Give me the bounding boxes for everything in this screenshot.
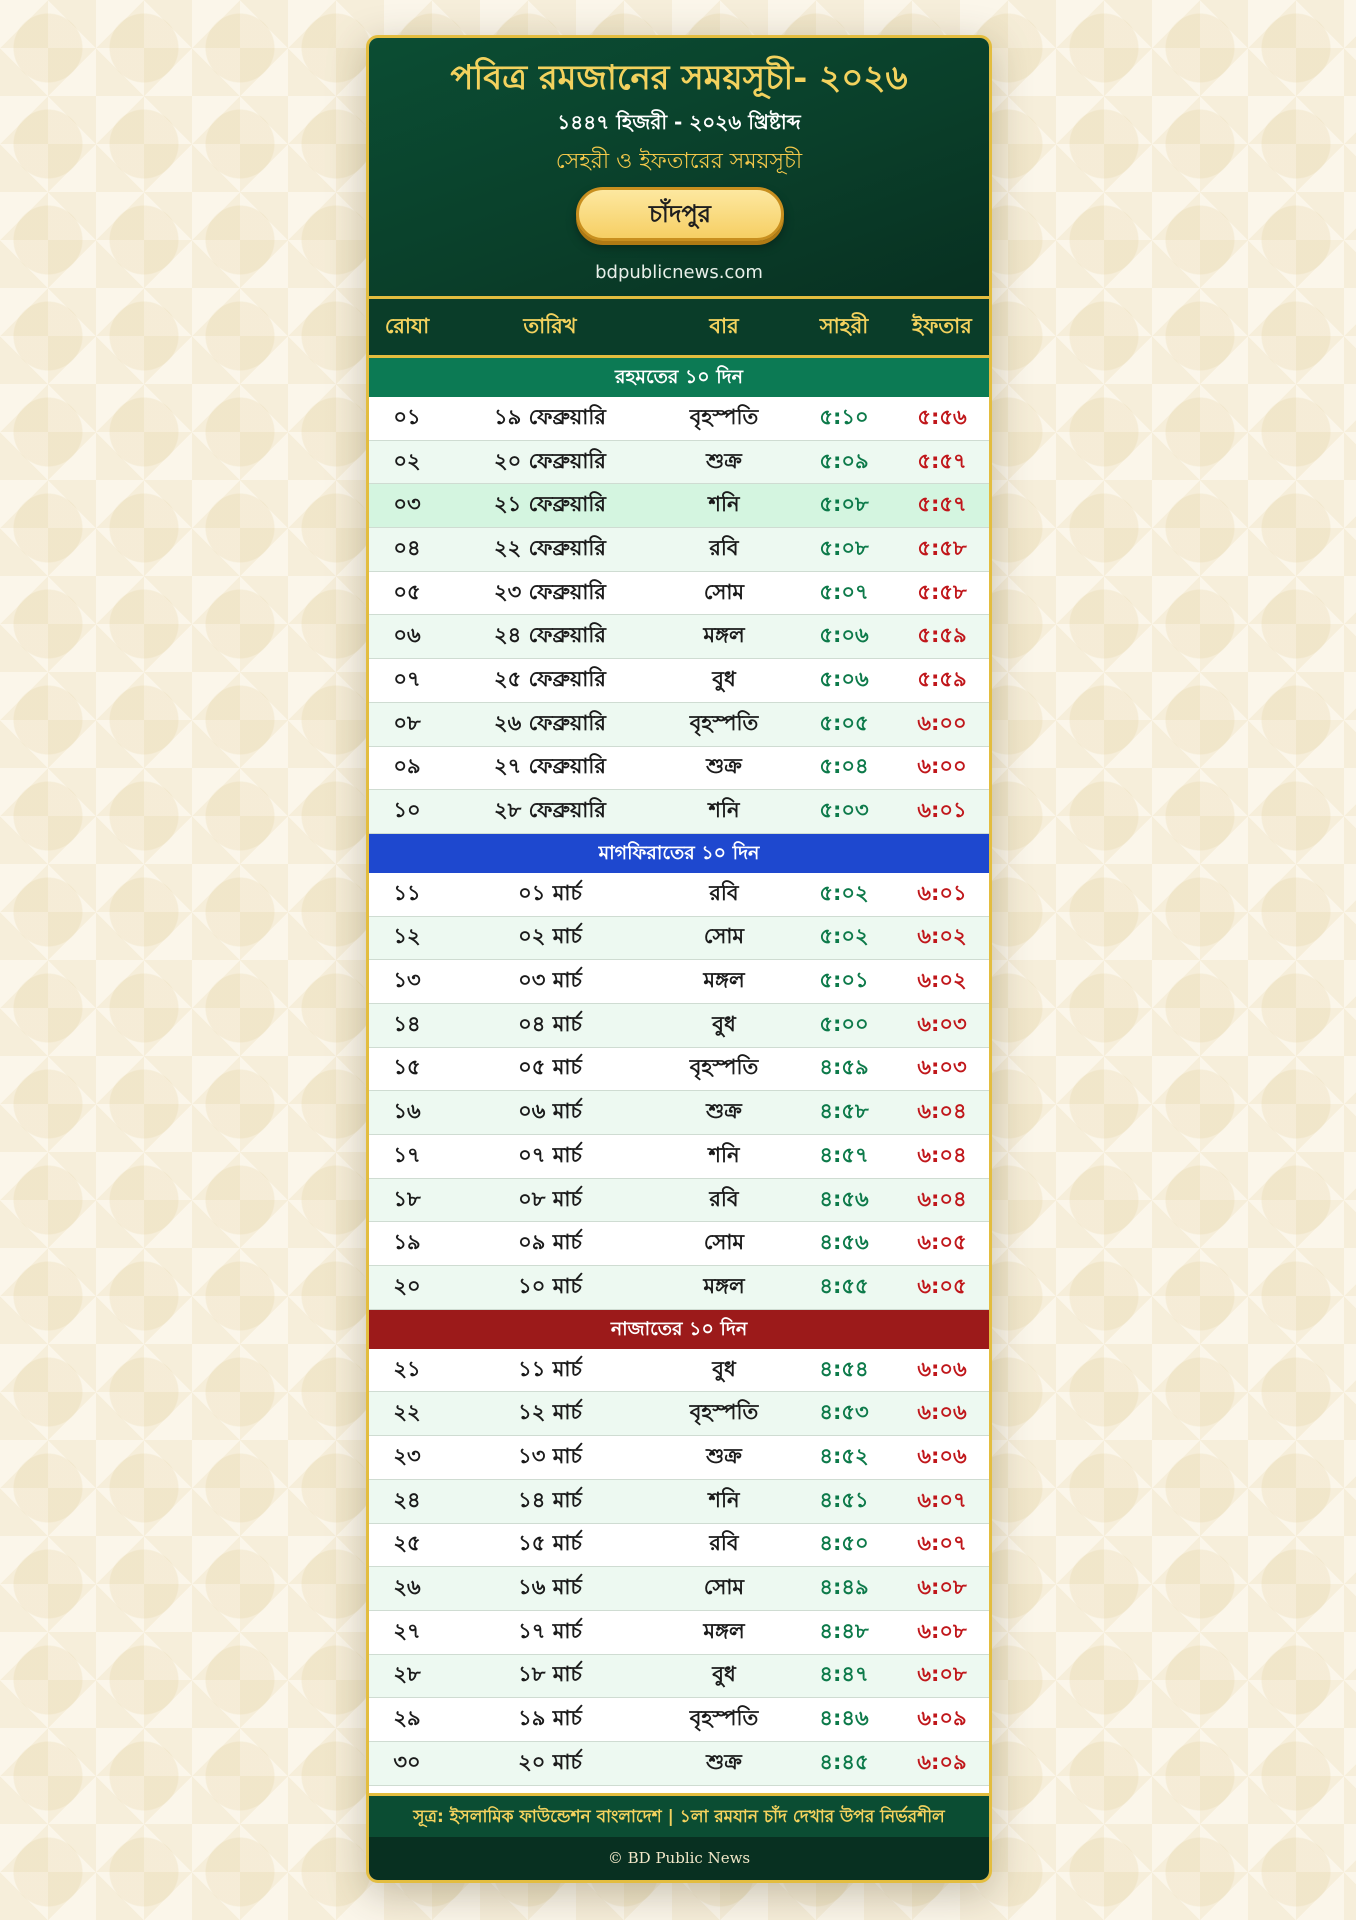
day-cell: সোম xyxy=(703,1575,745,1600)
sehri-time: ৫:০২ xyxy=(819,924,869,949)
sehri-time: ৪:৫৬ xyxy=(819,1230,869,1255)
day-cell: শুক্র xyxy=(706,1099,742,1124)
table-row xyxy=(369,1567,989,1611)
table-row xyxy=(369,1392,989,1436)
sehri-time: ৫:০৩ xyxy=(819,798,869,823)
roza-cell: ২৪ xyxy=(393,1487,421,1512)
table-row xyxy=(369,484,989,528)
table-row xyxy=(369,441,989,485)
sehri-time: ৫:০৮ xyxy=(819,492,869,517)
sehri-time: ৪:৪৫ xyxy=(819,1749,869,1774)
day-cell: মঙ্গল xyxy=(703,623,745,648)
iftar-time: ৬:০৮ xyxy=(917,1662,967,1687)
section-header: নাজাতের ১০ দিন xyxy=(369,1310,989,1349)
date-cell: ১০ মার্চ xyxy=(518,1273,582,1298)
sehri-time: ৪:৫৮ xyxy=(819,1099,869,1124)
copyright: © BD Public News xyxy=(369,1837,989,1880)
sehri-time: ৫:০০ xyxy=(819,1011,869,1036)
roza-cell: ১৯ xyxy=(393,1230,421,1255)
table-row xyxy=(369,960,989,1004)
date-cell: ২৮ ফেব্রুয়ারি xyxy=(494,798,606,823)
date-cell: ০১ মার্চ xyxy=(518,880,582,905)
iftar-time: ৬:০৪ xyxy=(917,1142,967,1167)
page-title: পবিত্র রমজানের সময়সূচী- ২০২৬ xyxy=(450,58,908,98)
table-row xyxy=(369,397,989,441)
day-cell: রবি xyxy=(709,880,739,905)
table-row xyxy=(369,790,989,834)
roza-cell: ০২ xyxy=(393,448,421,473)
iftar-time: ৬:০০ xyxy=(917,754,967,779)
day-cell: মঙ্গল xyxy=(703,968,745,993)
roza-cell: ০৫ xyxy=(393,579,421,604)
table-row xyxy=(369,1179,989,1223)
col-header-iftar: ইফতার xyxy=(912,313,972,338)
sehri-time: ৪:৪৯ xyxy=(819,1575,869,1600)
date-cell: ২০ মার্চ xyxy=(518,1749,582,1774)
sehri-time: ৫:০৮ xyxy=(819,535,869,560)
date-cell: ২২ ফেব্রুয়ারি xyxy=(494,535,606,560)
day-cell: বৃহস্পতি xyxy=(689,710,759,735)
day-cell: রবি xyxy=(709,1186,739,1211)
sehri-time: ৫:০১ xyxy=(819,968,869,993)
section-header: রহমতের ১০ দিন xyxy=(369,358,989,397)
table-row xyxy=(369,1655,989,1699)
date-cell: ২৩ ফেব্রুয়ারি xyxy=(494,579,606,604)
hijri-year: ১৪৪৭ হিজরী - ২০২৬ খ্রিষ্টাব্দ xyxy=(557,110,801,134)
iftar-time: ৫:৫৮ xyxy=(917,579,967,604)
sehri-time: ৪:৫৭ xyxy=(819,1142,869,1167)
roza-cell: ২২ xyxy=(393,1400,421,1425)
sehri-time: ৫:০৯ xyxy=(819,448,869,473)
iftar-time: ৫:৫৯ xyxy=(917,666,967,691)
table-row xyxy=(369,659,989,703)
table-row xyxy=(369,1048,989,1092)
website-label: bdpublicnews.com xyxy=(595,262,763,283)
sehri-time: ৪:৫৫ xyxy=(819,1273,869,1298)
date-cell: ১৮ মার্চ xyxy=(518,1662,582,1687)
iftar-time: ৬:০৭ xyxy=(917,1487,967,1512)
sehri-time: ৪:৫১ xyxy=(819,1487,869,1512)
table-row xyxy=(369,1004,989,1048)
iftar-time: ৬:০২ xyxy=(917,924,967,949)
iftar-time: ৬:০৮ xyxy=(917,1575,967,1600)
sehri-time: ৪:৪৭ xyxy=(819,1662,869,1687)
roza-cell: ২৫ xyxy=(393,1531,421,1556)
date-cell: ১৫ মার্চ xyxy=(518,1531,582,1556)
date-cell: ০৭ মার্চ xyxy=(518,1142,582,1167)
date-cell: ২৪ ফেব্রুয়ারি xyxy=(494,623,606,648)
table-row xyxy=(369,615,989,659)
day-cell: বুধ xyxy=(712,666,736,691)
iftar-time: ৬:০১ xyxy=(917,880,967,905)
table-row xyxy=(369,1135,989,1179)
sehri-time: ৪:৫৩ xyxy=(819,1400,869,1425)
roza-cell: ১৫ xyxy=(393,1055,421,1080)
table-row xyxy=(369,1266,989,1310)
date-cell: ০৮ মার্চ xyxy=(518,1186,582,1211)
sehri-time: ৪:৫২ xyxy=(819,1443,869,1468)
iftar-time: ৬:০৭ xyxy=(917,1531,967,1556)
date-cell: ১৬ মার্চ xyxy=(518,1575,582,1600)
day-cell: মঙ্গল xyxy=(703,1618,745,1643)
day-cell: শনি xyxy=(708,1487,740,1512)
date-cell: ১৭ মার্চ xyxy=(518,1618,582,1643)
date-cell: ২৬ ফেব্রুয়ারি xyxy=(494,710,606,735)
iftar-time: ৫:৫৮ xyxy=(917,535,967,560)
day-cell: সোম xyxy=(703,1230,745,1255)
iftar-time: ৬:০৩ xyxy=(917,1055,967,1080)
district-button[interactable]: চাঁদপুর xyxy=(576,187,784,241)
roza-cell: ২০ xyxy=(393,1273,421,1298)
sehri-time: ৪:৫০ xyxy=(819,1531,869,1556)
roza-cell: ১৭ xyxy=(393,1142,421,1167)
roza-cell: ৩০ xyxy=(393,1749,421,1774)
date-cell: ১১ মার্চ xyxy=(518,1356,582,1381)
table-row xyxy=(369,1480,989,1524)
sehri-time: ৫:১০ xyxy=(819,404,869,429)
date-cell: ২৭ ফেব্রুয়ারি xyxy=(494,754,606,779)
section-header: মাগফিরাতের ১০ দিন xyxy=(369,834,989,873)
day-cell: শনি xyxy=(708,798,740,823)
roza-cell: ১৬ xyxy=(393,1099,421,1124)
day-cell: শুক্র xyxy=(706,754,742,779)
roza-cell: ১০ xyxy=(393,798,421,823)
table-row xyxy=(369,703,989,747)
roza-cell: ১৮ xyxy=(393,1186,421,1211)
table-row xyxy=(369,572,989,616)
sehri-time: ৫:০৬ xyxy=(819,623,869,648)
col-header-roza: রোযা xyxy=(384,313,430,338)
day-cell: শনি xyxy=(708,1142,740,1167)
roza-cell: ০৩ xyxy=(393,492,421,517)
iftar-time: ৬:০৯ xyxy=(917,1749,967,1774)
schedule-table xyxy=(369,358,989,1786)
iftar-time: ৫:৫৭ xyxy=(917,492,967,517)
iftar-time: ৬:০৮ xyxy=(917,1618,967,1643)
roza-cell: ১৪ xyxy=(393,1011,421,1036)
table-row xyxy=(369,1436,989,1480)
schedule-subtitle: সেহরী ও ইফতারের সময়সূচী xyxy=(555,149,803,174)
day-cell: বৃহস্পতি xyxy=(689,1400,759,1425)
table-row xyxy=(369,747,989,791)
date-cell: ১৩ মার্চ xyxy=(518,1443,582,1468)
day-cell: সোম xyxy=(703,579,745,604)
day-cell: বৃহস্পতি xyxy=(689,1055,759,1080)
iftar-time: ৬:০১ xyxy=(917,798,967,823)
table-row xyxy=(369,873,989,917)
day-cell: বৃহস্পতি xyxy=(689,1706,759,1731)
date-cell: ০৩ মার্চ xyxy=(518,968,582,993)
iftar-time: ৬:০৬ xyxy=(917,1400,967,1425)
sehri-time: ৪:৫৪ xyxy=(819,1356,869,1381)
iftar-time: ৬:০৪ xyxy=(917,1186,967,1211)
day-cell: সোম xyxy=(703,924,745,949)
roza-cell: ০৮ xyxy=(393,710,421,735)
iftar-time: ৫:৫৭ xyxy=(917,448,967,473)
day-cell: শুক্র xyxy=(706,448,742,473)
iftar-time: ৬:০৫ xyxy=(917,1273,967,1298)
date-cell: ২৫ ফেব্রুয়ারি xyxy=(494,666,606,691)
column-headers xyxy=(369,296,989,358)
date-cell: ১২ মার্চ xyxy=(518,1400,582,1425)
iftar-time: ৬:০৬ xyxy=(917,1356,967,1381)
roza-cell: ১১ xyxy=(393,880,421,905)
date-cell: ১৪ মার্চ xyxy=(518,1487,582,1512)
date-cell: ০৬ মার্চ xyxy=(518,1099,582,1124)
date-cell: ১৯ মার্চ xyxy=(518,1706,582,1731)
iftar-time: ৫:৫৯ xyxy=(917,623,967,648)
roza-cell: ২৭ xyxy=(393,1618,421,1643)
roza-cell: ০৭ xyxy=(393,666,421,691)
table-row xyxy=(369,528,989,572)
iftar-time: ৬:০৯ xyxy=(917,1706,967,1731)
sehri-time: ৫:০২ xyxy=(819,880,869,905)
table-row xyxy=(369,917,989,961)
date-cell: ১৯ ফেব্রুয়ারি xyxy=(494,404,606,429)
table-row xyxy=(369,1091,989,1135)
date-cell: ২০ ফেব্রুয়ারি xyxy=(494,448,606,473)
table-row xyxy=(369,1524,989,1568)
roza-cell: ২৬ xyxy=(393,1575,421,1600)
date-cell: ০৪ মার্চ xyxy=(518,1011,582,1036)
table-row xyxy=(369,1222,989,1266)
col-header-day: বার xyxy=(709,313,739,338)
sehri-time: ৪:৪৬ xyxy=(819,1706,869,1731)
sehri-time: ৪:৫৯ xyxy=(819,1055,869,1080)
roza-cell: ০৬ xyxy=(393,623,421,648)
roza-cell: ০৯ xyxy=(393,754,421,779)
header xyxy=(369,38,989,296)
col-header-sehri: সাহরী xyxy=(819,313,869,338)
date-cell: ০৫ মার্চ xyxy=(518,1055,582,1080)
day-cell: শুক্র xyxy=(706,1749,742,1774)
table-row xyxy=(369,1611,989,1655)
source-note: সূত্র: ইসলামিক ফাউন্ডেশন বাংলাদেশ | ১লা রমযান চাঁদ দেখার উপর নির্ভরশীল xyxy=(369,1793,989,1837)
day-cell: রবি xyxy=(709,1531,739,1556)
roza-cell: ০১ xyxy=(393,404,421,429)
roza-cell: ০৪ xyxy=(393,535,421,560)
date-cell: ০২ মার্চ xyxy=(518,924,582,949)
date-cell: ২১ ফেব্রুয়ারি xyxy=(494,492,606,517)
day-cell: বৃহস্পতি xyxy=(689,404,759,429)
sehri-time: ৪:৫৬ xyxy=(819,1186,869,1211)
table-row xyxy=(369,1349,989,1393)
date-cell: ০৯ মার্চ xyxy=(518,1230,582,1255)
col-header-date: তারিখ xyxy=(523,313,577,338)
day-cell: বুধ xyxy=(712,1011,736,1036)
day-cell: বুধ xyxy=(712,1356,736,1381)
day-cell: শুক্র xyxy=(706,1443,742,1468)
ramadan-schedule-card xyxy=(366,35,992,1883)
roza-cell: ২৯ xyxy=(393,1706,421,1731)
iftar-time: ৬:০২ xyxy=(917,968,967,993)
roza-cell: ২১ xyxy=(393,1356,421,1381)
sehri-time: ৫:০৫ xyxy=(819,710,869,735)
iftar-time: ৬:০৫ xyxy=(917,1230,967,1255)
day-cell: বুধ xyxy=(712,1662,736,1687)
day-cell: মঙ্গল xyxy=(703,1273,745,1298)
table-row xyxy=(369,1698,989,1742)
day-cell: রবি xyxy=(709,535,739,560)
roza-cell: ১৩ xyxy=(393,968,421,993)
table-row xyxy=(369,1742,989,1786)
sehri-time: ৫:০৭ xyxy=(819,579,869,604)
sehri-time: ৪:৪৮ xyxy=(819,1618,869,1643)
iftar-time: ৬:০০ xyxy=(917,710,967,735)
sehri-time: ৫:০৪ xyxy=(819,754,869,779)
roza-cell: ২৩ xyxy=(393,1443,421,1468)
roza-cell: ২৮ xyxy=(393,1662,421,1687)
iftar-time: ৬:০৬ xyxy=(917,1443,967,1468)
iftar-time: ৬:০৩ xyxy=(917,1011,967,1036)
iftar-time: ৬:০৪ xyxy=(917,1099,967,1124)
day-cell: শনি xyxy=(708,492,740,517)
sehri-time: ৫:০৬ xyxy=(819,666,869,691)
iftar-time: ৫:৫৬ xyxy=(917,404,967,429)
roza-cell: ১২ xyxy=(393,924,421,949)
